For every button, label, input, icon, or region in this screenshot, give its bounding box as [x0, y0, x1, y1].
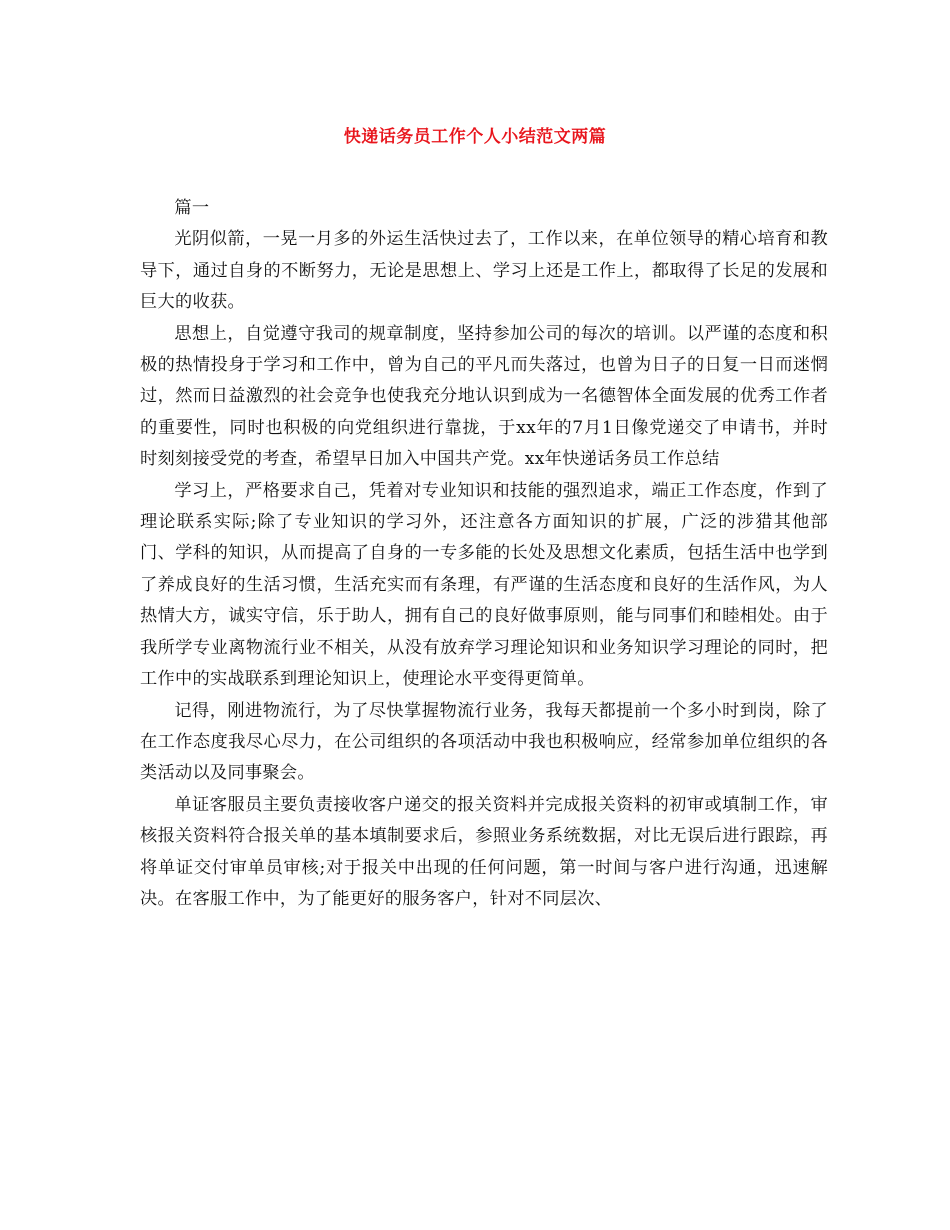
paragraph-customer-service: 单证客服员主要负责接收客户递交的报关资料并完成报关资料的初审或填制工作，审核报关资料符合报关单的基本填制要求后，参照业务系统数据，对比无误后进行跟踪，再将单证交付审单员审核;对于报关中出现的任何问题，第一时间与客户进行沟通，迅速解决。在客服工作中，为了能更好的服务客户，针对不同层次、	[140, 794, 828, 909]
paragraph-intro: 光阴似箭，一晃一月多的外运生活快过去了，工作以来，在单位领导的精心培育和教导下，通过自身的不断努力，无论是思想上、学习上还是工作上，都取得了长足的发展和巨大的收获。	[140, 229, 828, 313]
document-title: 快递话务员工作个人小结范文两篇	[343, 127, 607, 147]
document-body	[140, 193, 828, 915]
section-label: 篇一	[174, 198, 210, 218]
paragraph-study: 学习上，严格要求自己，凭着对专业知识和技能的强烈追求，端正工作态度，作到了理论联系实际;除了专业知识的学习外，还注意各方面知识的扩展，广泛的涉猎其他部门、学科的知识，从而提高了自身的一专多能的长处及思想文化素质，包括生活中也学到了养成良好的生活习惯，生活充实而有条理，有严谨的生活态度和良好的生活作风，为人热情大方，诚实守信，乐于助人，拥有自己的良好做事原则，能与同事们和睦相处。由于我所学专业离物流行业不相关，从没有放弃学习理论知识和业务知识学习理论的同时，把工作中的实战联系到理论知识上，使理论水平变得更简单。	[140, 480, 828, 690]
paragraph-thought: 思想上，自觉遵守我司的规章制度，坚持参加公司的每次的培训。以严谨的态度和积极的热情投身于学习和工作中，曾为自己的平凡而失落过，也曾为日子的日复一日而迷惘过，然而日益激烈的社会竞争也使我充分地认识到成为一名德智体全面发展的优秀工作者的重要性，同时也积极的向党组织进行靠拢，于xx年的7月1日像党递交了申请书，并时时刻刻接受党的考查，希望早日加入中国共产党。xx年快递话务员工作总结	[140, 323, 828, 470]
paragraph-memory: 记得，刚进物流行，为了尽快掌握物流行业务，我每天都提前一个多小时到岗，除了在工作态度我尽心尽力，在公司组织的各项活动中我也积极响应，经常参加单位组织的各类活动以及同事聚会。	[140, 700, 828, 784]
